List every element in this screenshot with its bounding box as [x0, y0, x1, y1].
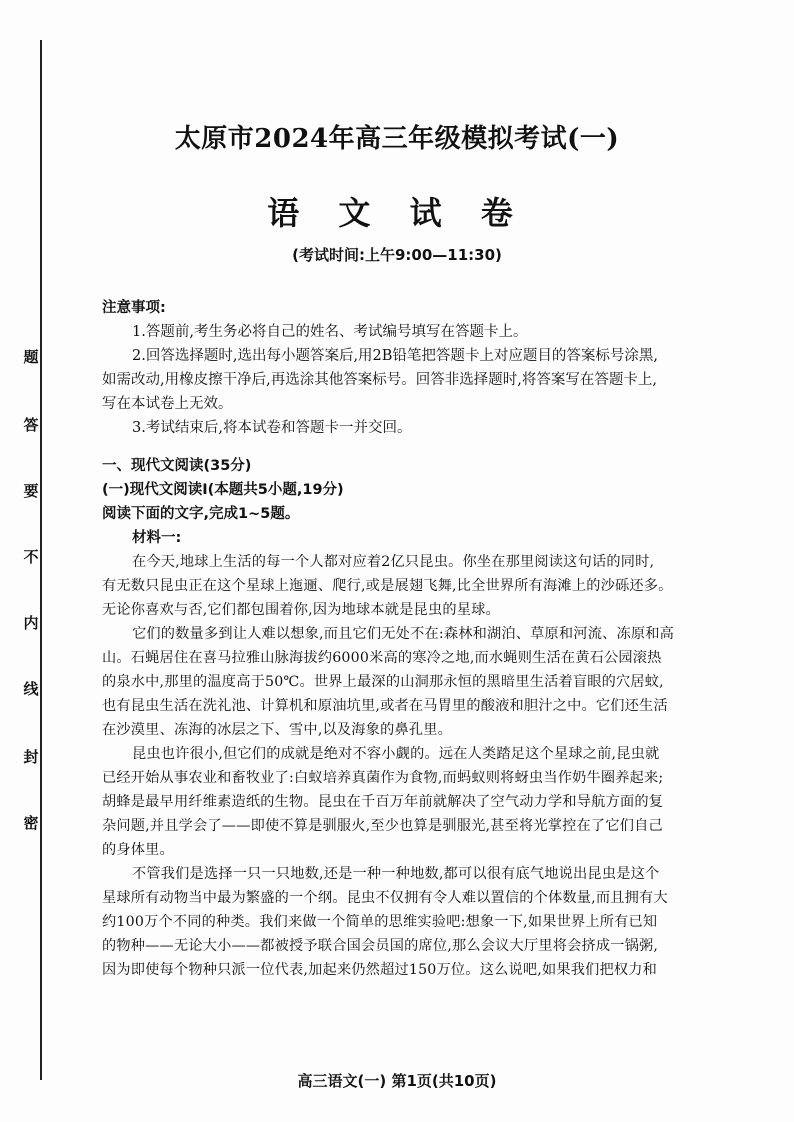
paragraph-line: 的泉水中,那里的温度高于50℃。世界上最深的山洞那永恒的黑暗里生活着盲眼的穴居蚊, [102, 674, 664, 690]
paragraph-line: 杂问题,并且学会了——即使不算是驯服火,至少也算是驯服光,甚至将光掌控在了它们自己 [102, 818, 663, 834]
binding-strip-char: 封 [23, 748, 39, 766]
paragraph-line: 无论你喜欢与否,它们都包围着你,因为地球本就是昆虫的星球。 [102, 602, 500, 618]
page-content [102, 296, 770, 982]
paragraph-line: 山。石蝇居住在喜马拉雅山脉海拔约6000米高的寒冷之地,而水蝇则生活在黄石公园滚热 [102, 650, 662, 666]
paragraph-line: 有无数只昆虫正在这个星球上迤逦、爬行,或是展翅飞舞,比全世界所有海滩上的沙砾还多。 [102, 578, 673, 594]
notice-line: 2.回答选择题时,选出每小题答案后,用2B铅笔把答题卡上对应题目的答案标号涂黑, [132, 348, 659, 364]
notice-line: 写在本试卷上无效。 [102, 396, 233, 412]
paragraph-line: 的身体里。 [102, 842, 174, 858]
paragraph-line: 也有昆虫生活在洗礼池、计算机和原油坑里,或者在马胃里的酸液和胆汁之中。它们还生活 [102, 698, 668, 714]
paragraph-line: 不管我们是选择一只一只地数,还是一种一种地数,都可以很有底气地说出昆虫是这个 [132, 866, 660, 882]
paragraph-line: 在沙漠里、冻海的冰层之下、雪中,以及海象的鼻孔里。 [102, 722, 453, 738]
binding-strip-char: 答 [23, 416, 39, 434]
paragraph-line: 在今天,地球上生活的每一个人都对应着2亿只昆虫。你坐在那里阅读这句话的同时, [132, 554, 655, 570]
notice-line: 1.答题前,考生务必将自己的姓名、考试编号填写在答题卡上。 [132, 324, 528, 340]
paragraph-line: 星球所有动物当中最为繁盛的一个纲。昆虫不仅拥有令人难以置信的个体数量,而且拥有大 [102, 890, 668, 906]
binding-strip-char: 内 [23, 614, 39, 632]
paragraph-line: 胡蜂是最早用纤维素造纸的生物。昆虫在千百万年前就解决了空气动力学和导航方面的复 [102, 794, 664, 810]
paragraph-line: 已经开始从事农业和畜牧业了:白蚁培养真菌作为食物,而蚂蚁则将蚜虫当作奶牛圈养起来; [102, 770, 664, 786]
section-heading: 一、现代文阅读(35分) [102, 458, 252, 474]
binding-strip-char: 密 [23, 814, 39, 832]
notice-line: 如需改动,用橡皮擦干净后,再选涂其他答案标号。回答非选择题时,将答案写在答题卡上, [102, 372, 657, 388]
page-footer: 高三语文(一) 第1页(共10页) [297, 1072, 497, 1090]
material-label: 材料一: [132, 530, 182, 546]
notice-heading: 注意事项: [102, 300, 166, 316]
paragraph-line: 约100万个不同的种类。我们来做一个简单的思维实验吧:想象一下,如果世界上所有已知 [102, 914, 658, 930]
binding-strip-char: 题 [23, 348, 39, 366]
paragraph-line: 它们的数量多到让人难以想象,而且它们无处不在:森林和湖泊、草原和河流、冻原和高 [132, 626, 675, 642]
binding-strip-char: 不 [23, 548, 39, 566]
notice-line: 3.考试结束后,将本试卷和答题卡一并交回。 [132, 420, 412, 436]
paragraph-line: 昆虫也许很小,但它们的成就是绝对不容小觑的。远在人类踏足这个星球之前,昆虫就 [132, 746, 660, 762]
binding-strip-char: 线 [23, 680, 39, 698]
subject-title: 语 文 试 卷 [267, 194, 527, 232]
paragraph-line: 的物种——无论大小——都被授予联合国会员国的席位,那么会议大厅里将会挤成一锅粥, [102, 938, 659, 954]
binding-strip-char: 要 [23, 482, 39, 500]
paragraph-line: 因为即使每个物种只派一位代表,加起来仍然超过150万位。这么说吧,如果我们把权力和 [102, 962, 658, 978]
exam-title: 太原市2024年高三年级模拟考试(一) [174, 124, 620, 154]
section-instruction: 阅读下面的文字,完成1~5题。 [102, 506, 300, 522]
section-subheading: (一)现代文阅读Ⅰ(本题共5小题,19分) [102, 482, 344, 498]
exam-time: (考试时间:上午9:00—11:30) [292, 246, 502, 264]
